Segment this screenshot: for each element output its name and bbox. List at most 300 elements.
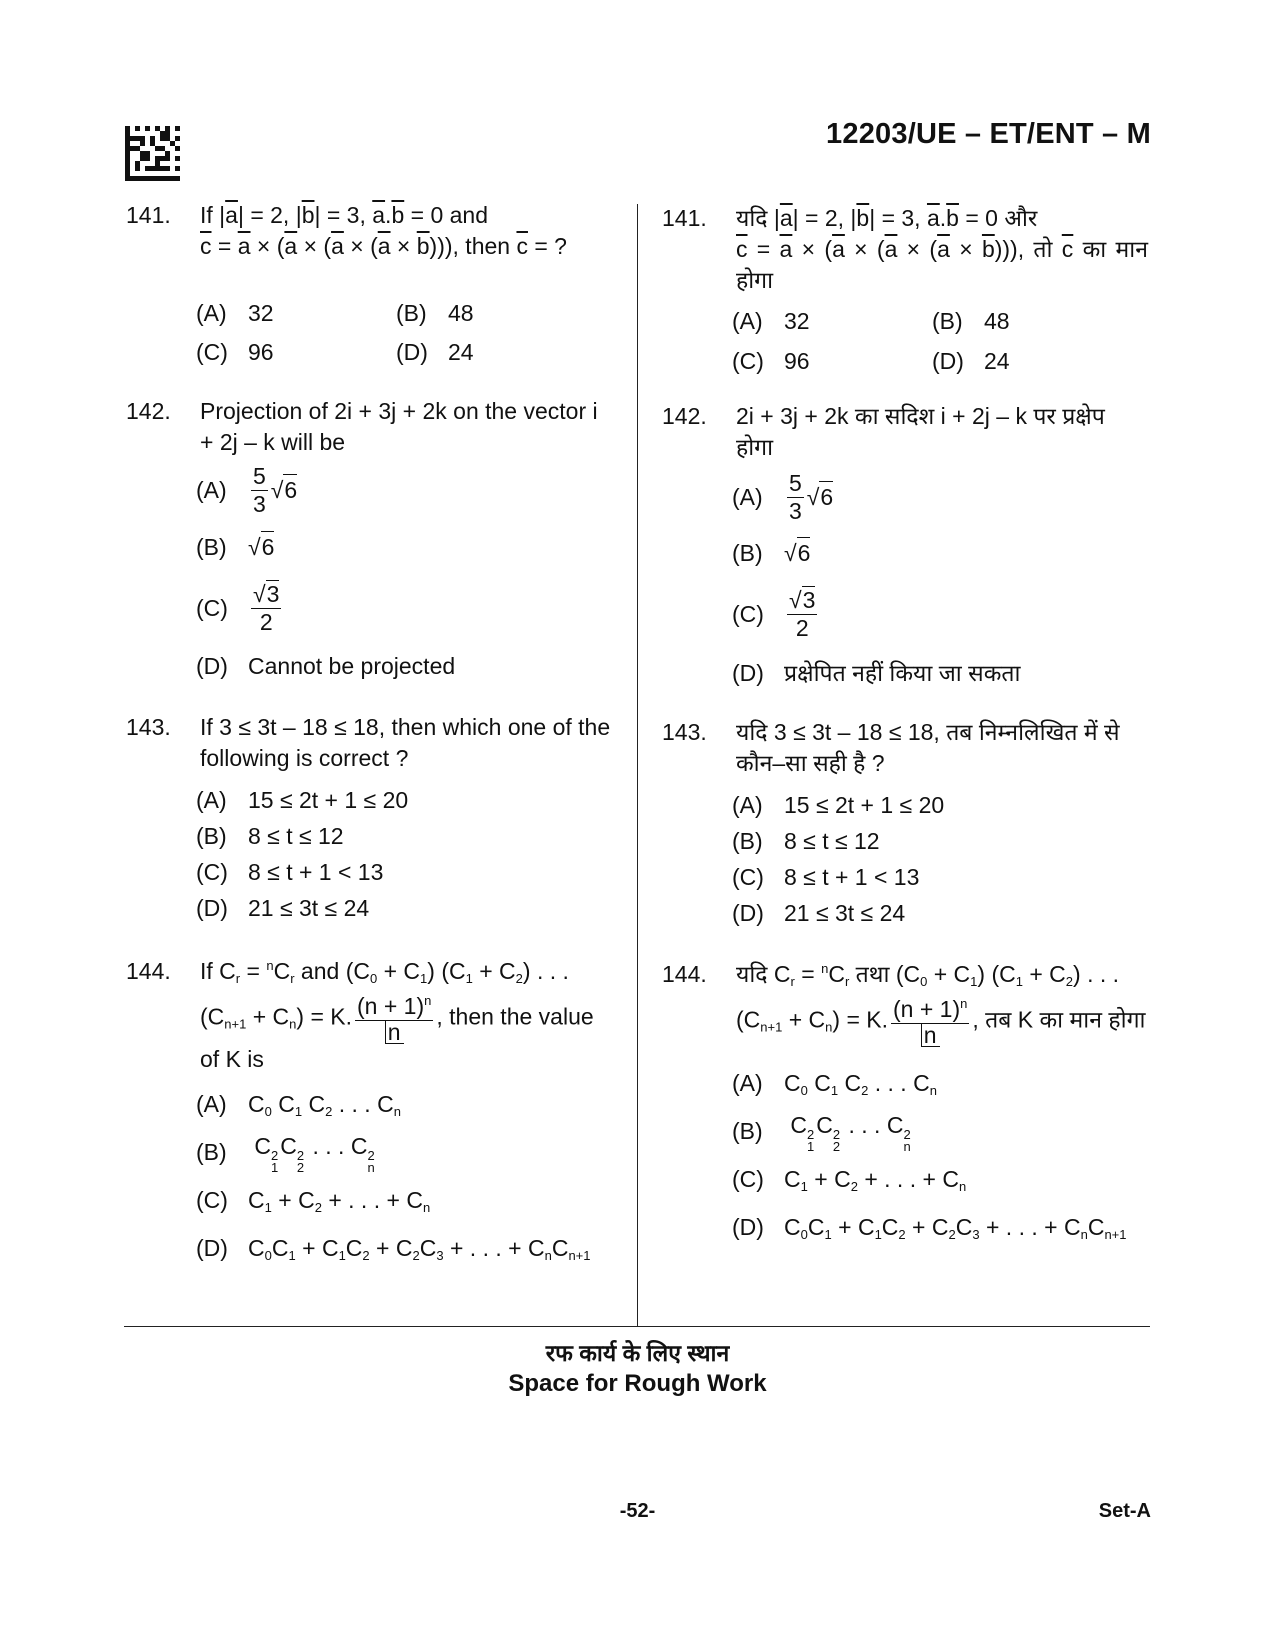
option-label: (B)	[732, 539, 763, 566]
option-label: (A)	[196, 786, 227, 813]
option-a[interactable]	[196, 782, 612, 818]
sub-superscript	[832, 1126, 841, 1154]
text-part: ) . . .	[522, 958, 569, 984]
question-141-hi	[662, 203, 1148, 299]
text-part: C	[321, 1234, 339, 1261]
fraction	[355, 993, 433, 1044]
subscript: 1	[264, 1199, 272, 1215]
denominator: 3	[253, 490, 266, 517]
option-label: (D)	[196, 652, 228, 679]
text-part: +	[905, 1213, 932, 1240]
text-part: ))), then	[429, 233, 517, 259]
text-part: C	[886, 1111, 904, 1138]
sqrt-icon: √	[253, 580, 266, 607]
subscript: 1	[970, 974, 978, 989]
subscript: 2	[1065, 974, 1074, 989]
vector-c: $\overline{c}$	[736, 236, 748, 262]
text-part: C	[248, 1234, 265, 1261]
subscript: 2	[832, 1138, 841, 1154]
options-142-en	[196, 460, 612, 690]
vector-b: $\overline{b}$	[416, 233, 430, 259]
text-part: C	[913, 1069, 930, 1096]
subscript: r	[790, 974, 795, 989]
text-part: = 0 and	[404, 202, 489, 228]
option-label: (D)	[732, 899, 764, 926]
vector-a: $\overline{a}$	[926, 205, 940, 231]
text-part: +	[369, 1234, 396, 1261]
factorial: n	[385, 1021, 404, 1044]
options-144-hi	[732, 1059, 1148, 1251]
text-part: C	[298, 1186, 315, 1213]
option-d[interactable]	[732, 895, 1148, 931]
text-part: . . .	[842, 1111, 887, 1138]
text-part: C	[271, 1234, 289, 1261]
question-text	[736, 959, 1148, 1047]
text-part: =	[747, 236, 780, 262]
sub-superscript	[367, 1147, 375, 1175]
option-value: 32	[784, 307, 810, 334]
text-part: C	[834, 1165, 851, 1192]
option-a[interactable]	[732, 301, 932, 341]
radicand: 6	[261, 531, 275, 563]
text-part: C	[308, 1090, 326, 1117]
vector-a: $\overline{a}$	[377, 233, 391, 259]
subscript: 2	[325, 1103, 333, 1119]
option-label: (B)	[196, 533, 227, 560]
text-part: , then the value of K is	[200, 1003, 594, 1072]
subscript: 2	[362, 1247, 370, 1263]
text-part: + . . . +	[321, 1186, 407, 1213]
subscript: 1	[338, 1247, 346, 1263]
column-divider	[637, 204, 638, 1326]
page-number: -52-	[619, 1500, 656, 1522]
bottom-rule	[124, 1326, 1150, 1327]
option-label: (A)	[732, 307, 763, 334]
text-part: × (	[343, 233, 378, 259]
text-part: C	[816, 1111, 833, 1138]
text-part: ) = K.	[296, 1003, 353, 1030]
question-number: 141.	[662, 205, 707, 231]
subscript: 2	[850, 1178, 858, 1194]
option-a[interactable]	[196, 1080, 612, 1128]
vector-a: $\overline{a}$	[832, 236, 845, 262]
superscript: n	[424, 993, 432, 1008]
text-part: × (	[844, 236, 885, 262]
superscript: 2	[903, 1126, 911, 1142]
set-label: Set-A	[1098, 1500, 1151, 1522]
text-part: + . . . +	[443, 1234, 528, 1261]
text-part: C	[419, 1234, 437, 1261]
text-part: | = 3,	[314, 202, 366, 228]
denominator: 2	[795, 614, 809, 641]
option-value	[784, 1212, 1127, 1243]
option-c[interactable]	[196, 1176, 612, 1224]
text-part: +	[807, 1165, 835, 1192]
question-number: 142.	[126, 398, 171, 424]
text-part: ) = K.	[832, 1006, 889, 1033]
numerator	[891, 996, 969, 1024]
question-number: 141.	[126, 202, 171, 228]
sub-superscript	[271, 1147, 279, 1175]
option-value: 21 ≤ 3t ≤ 24	[248, 894, 370, 921]
fraction	[251, 581, 281, 636]
numerator: 5	[253, 462, 266, 489]
superscript: 2	[367, 1147, 375, 1163]
option-value	[784, 1164, 966, 1195]
question-number: 143.	[662, 719, 707, 745]
option-a[interactable]	[732, 467, 1148, 527]
option-c[interactable]	[196, 574, 612, 642]
subscript: 1	[800, 1178, 808, 1194]
question-143-en	[126, 712, 612, 774]
numerator	[251, 581, 281, 609]
vector-b: $\overline{b}$	[946, 205, 959, 231]
question-text	[200, 200, 612, 262]
option-label: (C)	[732, 600, 764, 627]
option-label: (D)	[732, 659, 764, 686]
option-label: (B)	[932, 307, 963, 334]
option-value: 8 ≤ t ≤ 12	[248, 822, 344, 849]
subscript: n	[544, 1247, 552, 1263]
text-part: .	[939, 205, 947, 231]
options-144-en	[196, 1080, 612, 1272]
text-part: C	[784, 1165, 801, 1192]
option-c[interactable]	[732, 859, 1148, 895]
text-part: (n + 1)	[357, 993, 425, 1019]
option-label: (C)	[196, 858, 228, 885]
text-part: ×	[390, 233, 417, 259]
text-part: C	[350, 1132, 368, 1159]
radicand: 3	[266, 580, 280, 607]
option-label: (A)	[196, 300, 227, 326]
subscript: r	[235, 971, 241, 986]
option-label: (C)	[196, 339, 228, 365]
subscript: 2	[898, 1226, 906, 1242]
option-d[interactable]	[732, 1203, 1148, 1251]
text-part: C	[280, 1132, 297, 1159]
english-column	[126, 200, 612, 1272]
subscript: 1	[294, 1103, 303, 1119]
subscript: 1	[874, 1226, 882, 1242]
text-part: यदि C	[736, 961, 791, 987]
question-text	[736, 203, 1148, 296]
option-value: 24	[448, 339, 474, 365]
text-part: C	[784, 1213, 801, 1240]
text-part: . . .	[306, 1132, 351, 1159]
option-c[interactable]	[732, 579, 1148, 649]
sqrt-icon: √	[784, 539, 797, 566]
subscript: 2	[948, 1226, 956, 1242]
superscript: 2	[296, 1147, 305, 1163]
text-part: C	[784, 1069, 801, 1096]
numerator	[787, 587, 817, 615]
text-part: C	[527, 1234, 545, 1261]
text-part: C	[377, 1090, 394, 1117]
option-b[interactable]	[732, 823, 1148, 859]
option-label: (B)	[396, 300, 427, 326]
text-part: . . .	[868, 1069, 914, 1096]
option-b[interactable]	[732, 1107, 1148, 1155]
denominator: 3	[789, 497, 802, 524]
question-number: 144.	[126, 958, 171, 984]
text-part: =	[211, 233, 238, 259]
option-c[interactable]	[196, 333, 396, 372]
option-value	[784, 1068, 937, 1099]
option-b[interactable]	[196, 520, 612, 574]
option-a[interactable]	[732, 1059, 1148, 1107]
superscript: n	[960, 996, 968, 1011]
numerator	[355, 993, 433, 1021]
option-b[interactable]	[932, 301, 1132, 341]
options-142-hi	[732, 467, 1148, 697]
text-part: C	[857, 1213, 875, 1240]
option-d[interactable]	[196, 890, 612, 926]
text-part: (C	[200, 1003, 225, 1030]
subscript: r	[844, 974, 850, 989]
question-142-hi	[662, 401, 1148, 463]
text-part: C	[942, 1165, 959, 1192]
subscript: n	[903, 1138, 911, 1154]
question-number: 142.	[662, 403, 707, 429]
option-value: Cannot be projected	[248, 652, 456, 679]
question-141-en	[126, 200, 612, 272]
option-c[interactable]	[732, 341, 932, 381]
superscript: 2	[271, 1147, 279, 1163]
text-part: + C	[246, 1003, 290, 1030]
option-a[interactable]	[196, 294, 396, 333]
option-value: 96	[784, 347, 810, 374]
text-part: ) (C	[977, 961, 1016, 987]
text-part: C	[278, 1090, 295, 1117]
vector-b: $\overline{b}$	[391, 202, 405, 228]
text-part: C	[551, 1234, 569, 1261]
option-label: (A)	[732, 1069, 763, 1096]
vector-b: $\overline{b}$	[981, 236, 995, 262]
text-part: + C	[927, 961, 971, 987]
sqrt-icon: √	[248, 533, 261, 560]
text-part: × (	[792, 236, 833, 262]
text-part: × (	[297, 233, 332, 259]
sub-superscript	[296, 1147, 305, 1175]
text-part: C	[406, 1186, 423, 1213]
text-part: C	[248, 1186, 265, 1213]
option-c[interactable]	[196, 854, 612, 890]
option-d[interactable]	[396, 333, 596, 372]
option-value	[248, 1233, 591, 1264]
question-142-en	[126, 396, 612, 458]
option-value: 48	[448, 300, 474, 326]
option-b[interactable]	[196, 818, 612, 854]
text-part: यदि |	[736, 205, 780, 231]
option-label: (D)	[196, 1234, 228, 1261]
option-b[interactable]	[732, 527, 1148, 579]
text-part: C	[254, 1132, 272, 1159]
text-part: = ?	[527, 233, 567, 259]
option-value: 8 ≤ t + 1 < 13	[784, 863, 920, 890]
option-label: (C)	[732, 347, 764, 374]
text-part: ))), तो	[994, 236, 1062, 262]
radicand: 3	[802, 586, 816, 613]
subscript: 1	[465, 971, 473, 986]
option-d[interactable]	[932, 341, 1132, 381]
text-part: +	[295, 1234, 322, 1261]
text-part: ) (C	[427, 958, 466, 984]
sqrt-icon: √	[789, 586, 802, 613]
text-part: .	[385, 202, 392, 228]
numerator: 5	[789, 469, 802, 496]
text-part: C	[828, 961, 845, 987]
text-part: | = 2, |	[792, 205, 857, 231]
option-d[interactable]	[732, 649, 1148, 697]
subscript: n+1	[760, 1019, 783, 1035]
text-part: C	[807, 1213, 825, 1240]
option-value: 8 ≤ t + 1 < 13	[248, 858, 384, 885]
text-part: If |	[200, 202, 226, 228]
options-141-en	[196, 294, 612, 372]
subscript: 1	[1015, 974, 1023, 989]
option-label: (C)	[196, 594, 228, 621]
subscript: 2	[412, 1247, 420, 1263]
text-part: C	[790, 1111, 808, 1138]
rough-work-title: Space for Rough Work	[508, 1370, 767, 1397]
subscript: 2	[515, 971, 523, 986]
question-text: Projection of 2i + 3j + 2k on the vector i + 2j – k will be	[200, 398, 598, 455]
question-143-hi	[662, 717, 1148, 779]
option-label: (C)	[732, 863, 764, 890]
text-part: . . .	[332, 1090, 378, 1117]
text-part: ) . . .	[1073, 961, 1120, 987]
sqrt-icon: √	[270, 476, 284, 503]
option-d[interactable]	[196, 642, 612, 690]
option-label: (B)	[732, 1117, 763, 1144]
option-value	[248, 1185, 430, 1216]
subscript: n	[367, 1159, 375, 1175]
vector-a: $\overline{a}$	[779, 236, 793, 262]
subscript: n+1	[1104, 1226, 1127, 1242]
text-part: + . . . +	[979, 1213, 1064, 1240]
vector-b: $\overline{b}$	[301, 202, 315, 228]
options-143-hi	[732, 787, 1148, 931]
vector-b: $\overline{b}$	[856, 205, 870, 231]
question-144-hi	[662, 959, 1148, 1047]
vector-a: $\overline{a}$	[331, 233, 344, 259]
options-141-hi	[732, 301, 1148, 381]
question-text: यदि 3 ≤ 3t – 18 ≤ 18, तब निम्नलिखित में से कौन–सा सही है ?	[736, 719, 1120, 776]
subscript: 2	[296, 1159, 305, 1175]
option-label: (D)	[196, 894, 228, 921]
vector-a: $\overline{a}$	[884, 236, 898, 262]
subscript: n	[393, 1103, 401, 1119]
option-value: 8 ≤ t ≤ 12	[784, 827, 880, 854]
subscript: n	[422, 1199, 431, 1215]
text-part: =	[240, 958, 267, 984]
rough-work-title-hindi: रफ कार्य के लिए स्थान	[545, 1340, 730, 1366]
qr-code	[125, 126, 180, 181]
options-143-en	[196, 782, 612, 926]
vector-c: $\overline{c}$	[516, 233, 528, 259]
text-part: = 0 और	[958, 205, 1038, 231]
sub-superscript	[807, 1126, 815, 1154]
option-label: (A)	[196, 1090, 227, 1117]
subscript: 0	[264, 1103, 272, 1119]
option-value: 32	[248, 300, 274, 326]
superscript: n	[821, 961, 829, 976]
subscript: 1	[807, 1138, 815, 1154]
subscript: 1	[420, 971, 428, 986]
option-label: (B)	[732, 827, 763, 854]
option-label: (A)	[732, 791, 763, 818]
question-text: 2i + 3j + 2k का सदिश i + 2j – k पर प्रक्षेप होगा	[736, 403, 1105, 460]
text-part: + C	[1022, 961, 1066, 987]
option-b[interactable]	[196, 1128, 612, 1176]
text-part: +	[831, 1213, 858, 1240]
subscript: n	[1080, 1226, 1088, 1242]
option-value	[248, 1089, 401, 1120]
text-part: C	[395, 1234, 413, 1261]
sub-superscript	[903, 1126, 911, 1154]
option-a[interactable]	[196, 460, 612, 520]
option-c[interactable]	[732, 1155, 1148, 1203]
option-label: (B)	[196, 1138, 227, 1165]
option-b[interactable]	[396, 294, 596, 333]
radicand: 6	[283, 474, 297, 506]
superscript: 2	[807, 1126, 815, 1142]
question-144-en	[126, 956, 612, 1074]
subscript: r	[290, 971, 295, 986]
text-part: | = 2, |	[237, 202, 302, 228]
text-part: C	[955, 1213, 973, 1240]
text-part: C	[814, 1069, 831, 1096]
option-value: 21 ≤ 3t ≤ 24	[784, 899, 906, 926]
text-part: (n + 1)	[893, 996, 961, 1022]
option-label: (D)	[732, 1213, 764, 1240]
option-label: (A)	[196, 476, 227, 503]
subscript: 2	[861, 1082, 869, 1098]
option-a[interactable]	[732, 787, 1148, 823]
question-number: 144.	[662, 961, 707, 987]
option-d[interactable]	[196, 1224, 612, 1272]
option-label: (D)	[932, 347, 964, 374]
subscript: 0	[264, 1247, 272, 1263]
question-text: If 3 ≤ 3t – 18 ≤ 18, then which one of the following is correct ?	[200, 714, 611, 771]
subscript: 0	[800, 1082, 808, 1098]
superscript: n	[266, 958, 274, 973]
vector-a: $\overline{a}$	[237, 233, 251, 259]
option-value: 96	[248, 339, 274, 365]
text-part: +	[271, 1186, 299, 1213]
text-part: C	[844, 1069, 862, 1096]
text-part: (C	[736, 1006, 761, 1033]
radicand: 6	[819, 481, 833, 513]
subscript: 3	[972, 1226, 980, 1242]
option-value: 15 ≤ 2t + 1 ≤ 20	[784, 791, 945, 818]
text-part: C	[1087, 1213, 1105, 1240]
hindi-column	[662, 203, 1148, 1251]
vector-a: $\overline{a}$	[284, 233, 298, 259]
subscript: 1	[271, 1159, 279, 1175]
fraction	[891, 996, 969, 1047]
option-label: (A)	[732, 483, 763, 510]
text-part: + C	[472, 958, 516, 984]
radicand: 6	[797, 537, 811, 569]
subscript: 0	[920, 974, 928, 989]
text-part: C	[345, 1234, 363, 1261]
vector-c: $\overline{c}$	[1061, 236, 1074, 262]
question-number: 143.	[126, 714, 171, 740]
subscript: n+1	[224, 1016, 247, 1032]
superscript: 2	[832, 1126, 841, 1142]
text-part: If C	[200, 958, 236, 984]
